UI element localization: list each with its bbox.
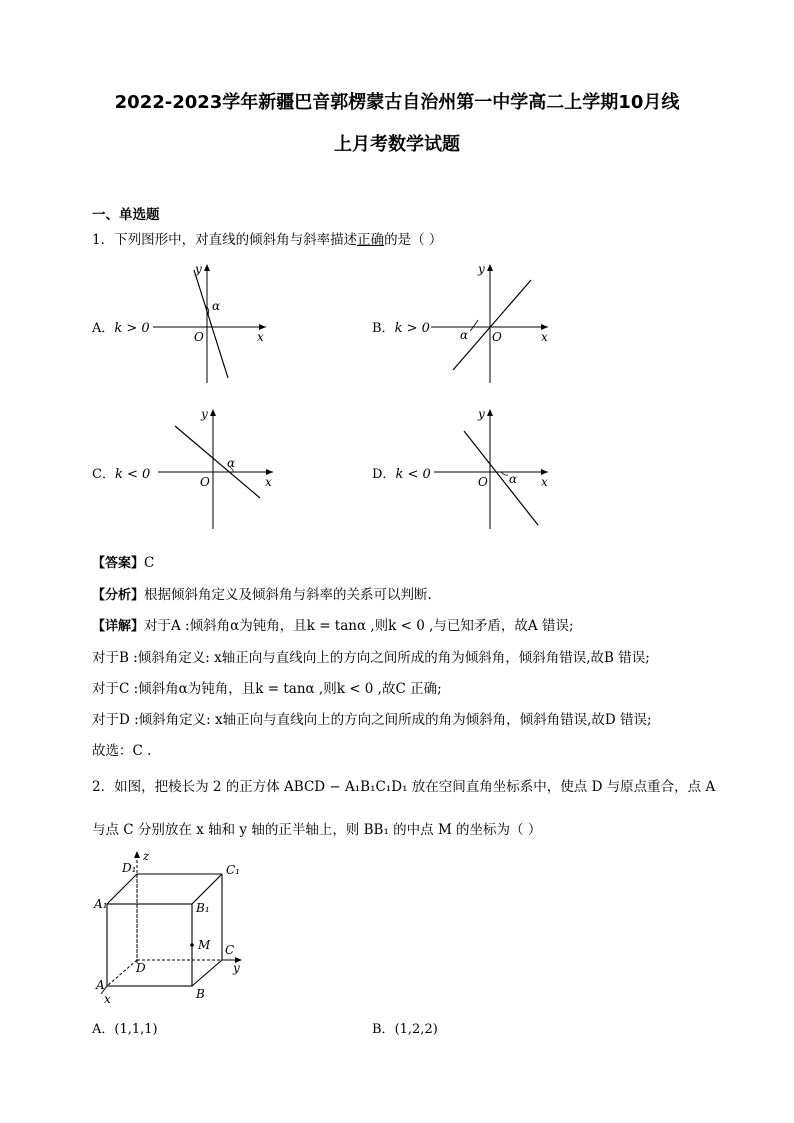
q2-option-b (372, 1018, 438, 1037)
cube-diagram (92, 848, 252, 1008)
detail-tag: 【详解】 (92, 619, 145, 634)
cube-label-m: M (198, 938, 211, 952)
cube-front-face (107, 904, 192, 986)
q2-option-a-value: (1,1,1) (114, 1022, 158, 1037)
cube-label-z: z (143, 849, 150, 863)
answer-value: C (144, 555, 155, 571)
cube-edge-a1d1 (107, 874, 137, 904)
graph-c-y-label: y (201, 407, 208, 421)
option-d-condition: k < 0 (395, 467, 431, 482)
cube-point-m (190, 943, 194, 947)
graph-b-line (453, 280, 531, 370)
graph-d (428, 403, 558, 533)
question-2-stem-line2: 与点 C 分别放在 x 轴和 y 轴的正半轴上，则 BB₁ 的中点 M 的坐标为（ ） (92, 822, 542, 838)
analysis-text: 根据倾斜角定义及倾斜角与斜率的关系可以判断. (144, 587, 432, 603)
section-heading: 一、单选题 (92, 207, 160, 223)
graph-d-y-arrow (487, 409, 493, 416)
cube-label-c1: C₁ (226, 863, 240, 877)
option-b-label: B． (372, 321, 395, 336)
option-d-label: D． (372, 467, 396, 482)
cube-label-x: x (104, 992, 111, 1006)
cube-label-a: A (96, 978, 105, 992)
q1-option-a (92, 317, 150, 336)
cube-z-arrow (134, 851, 140, 858)
graph-a-alpha-label: α (212, 299, 221, 313)
question-1-stem (92, 228, 442, 248)
option-c-label: C． (92, 467, 115, 482)
graph-a-x-label: x (257, 330, 264, 344)
graph-c-origin-label: O (200, 475, 210, 489)
question-2-stem-line1: 2．如图，把棱长为 2 的正方体 ABCD − A₁B₁C₁D₁ 放在空间直角坐标系中，使点 D 与原点重合，点 A (92, 779, 716, 795)
q1-detail-line-3: 对于C :倾斜角α为钝角，且k = tanα ,则k < 0 ,故C 正确; (92, 681, 442, 697)
graph-c (155, 403, 280, 533)
cube-hidden-edge-da (107, 960, 137, 986)
q2-option-b-value: (1,2,2) (394, 1022, 438, 1037)
q1-stem-underline: 正确 (357, 232, 385, 248)
graph-c-y-arrow (210, 409, 216, 416)
cube-edge-b1c1 (192, 874, 222, 904)
graph-c-x-label: x (265, 475, 272, 489)
cube-label-b: B (196, 987, 205, 1001)
answer-tag: 【答案】 (92, 556, 145, 571)
graph-a-origin-label: O (194, 330, 204, 344)
detail-text-1: 对于A :倾斜角α为钝角，且k = tanα ,则k < 0 ,与已知矛盾，故A 错误; (144, 618, 574, 634)
q2-option-b-label: B． (372, 1022, 395, 1037)
graph-b (428, 258, 558, 388)
q1-option-c (92, 463, 150, 482)
q1-option-b (372, 317, 430, 336)
analysis-tag: 【分析】 (92, 588, 145, 603)
cube-label-c: C (225, 943, 235, 957)
graph-a-line (194, 270, 228, 378)
cube-label-y: y (233, 961, 240, 975)
q1-detail-line-2: 对于B :倾斜角定义: x轴正向与直线向上的方向之间所成的角为倾斜角，倾斜角错误,故B 错误; (92, 650, 650, 666)
graph-b-x-label: x (541, 330, 548, 344)
cube-label-d1: D₁ (122, 861, 137, 875)
q2-option-a-label: A． (92, 1022, 115, 1037)
option-a-condition: k > 0 (114, 321, 150, 336)
q1-option-d (372, 463, 431, 482)
graph-b-y-label: y (478, 262, 485, 276)
graph-b-origin-label: O (492, 330, 502, 344)
graph-d-x-label: x (541, 475, 548, 489)
q1-stem-post: 的是（ ） (384, 232, 443, 248)
graph-a-y-arrow (204, 264, 210, 271)
option-b-condition: k > 0 (394, 321, 430, 336)
graph-d-alpha-label: α (509, 472, 518, 486)
paper-title-line2: 上月考数学试题 (334, 134, 460, 155)
cube-label-b1: B₁ (196, 901, 210, 915)
graph-a-y-label: y (195, 262, 202, 276)
graph-b-angle-arc (470, 320, 478, 331)
graph-d-y-label: y (478, 407, 485, 421)
q1-detail-line-5: 故选：C . (92, 743, 152, 759)
q1-answer (92, 552, 154, 571)
graph-a (150, 258, 275, 388)
option-a-label: A． (92, 321, 115, 336)
q1-detail-line-4: 对于D :倾斜角定义: x轴正向与直线向上的方向之间所成的角为倾斜角，倾斜角错误,故D 错误; (92, 712, 652, 728)
graph-c-line (175, 426, 260, 498)
graph-c-alpha-label: α (227, 456, 236, 470)
option-c-condition: k < 0 (114, 467, 151, 482)
cube-edge-bc (192, 960, 222, 986)
q1-detail-line-1 (92, 614, 574, 634)
q1-stem-pre: 1．下列图形中，对直线的倾斜角与斜率描述 (92, 232, 358, 248)
graph-d-line (464, 431, 538, 525)
cube-label-a1: A₁ (94, 897, 108, 911)
q2-option-a (92, 1018, 158, 1037)
q1-analysis (92, 583, 432, 603)
graph-b-alpha-label: α (460, 328, 469, 342)
graph-b-y-arrow (487, 264, 493, 271)
paper-title-line1: 2022-2023学年新疆巴音郭楞蒙古自治州第一中学高二上学期10月线 (114, 92, 680, 113)
graph-d-origin-label: O (478, 475, 488, 489)
cube-label-d: D (136, 961, 146, 975)
